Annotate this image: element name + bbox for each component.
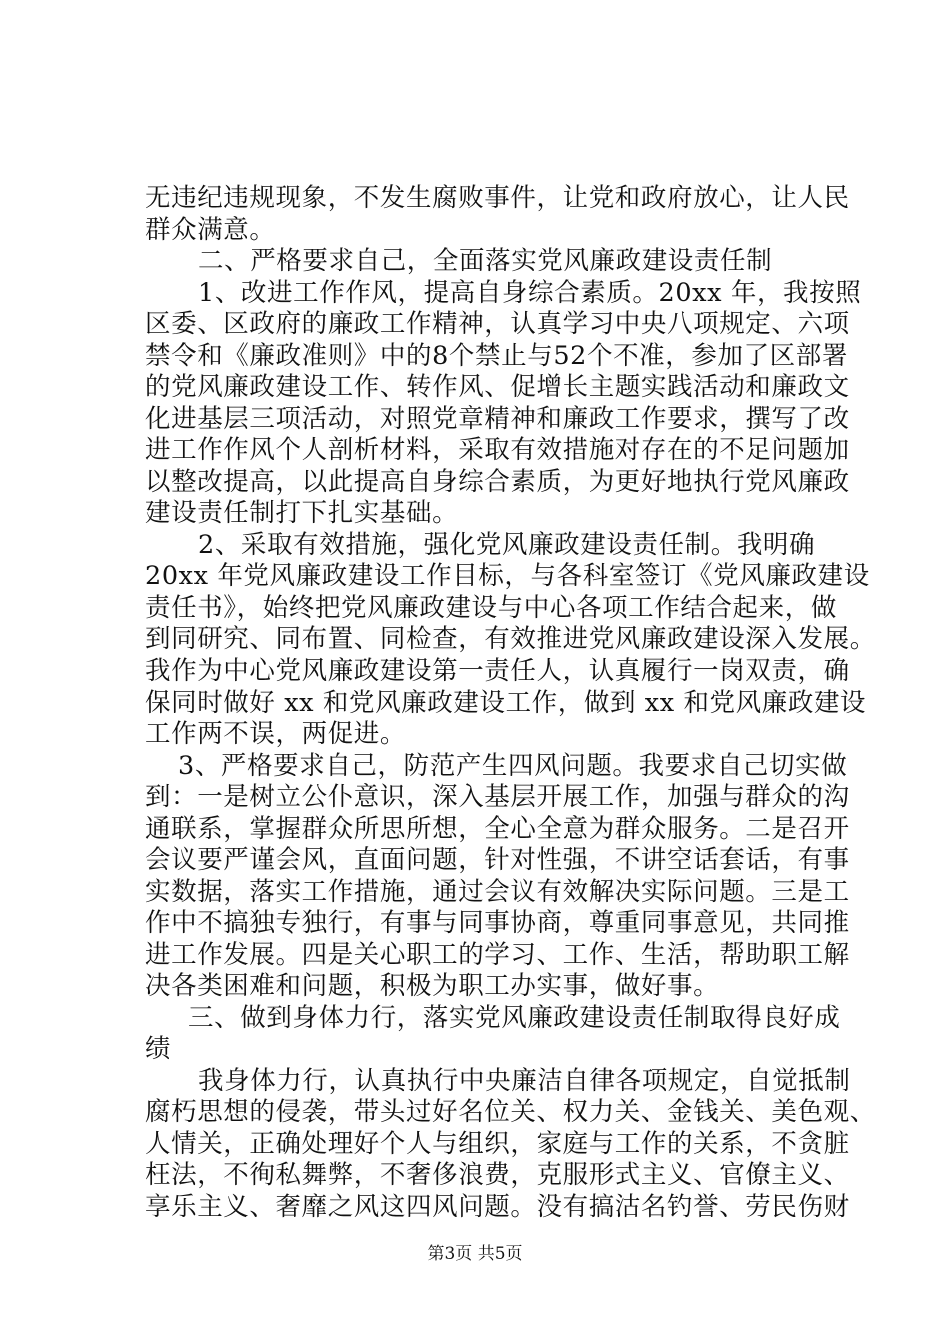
text-line: 到同研究、同布置、同检查，有效推进党风廉政建设深入发展。 bbox=[145, 624, 876, 654]
text-line: 化进基层三项活动，对照党章精神和廉政工作要求，撰写了改 bbox=[145, 404, 850, 434]
text-line: 进工作发展。四是关心职工的学习、工作、生活，帮助职工解 bbox=[145, 940, 850, 970]
text-line: 以整改提高，以此提高自身综合素质，为更好地执行党风廉政 bbox=[145, 467, 850, 497]
text-line: 通联系，掌握群众所思所想，全心全意为群众服务。二是召开 bbox=[145, 814, 850, 844]
text-line: 1、改进工作作风，提高自身综合素质。20xx 年，我按照 bbox=[198, 278, 862, 308]
text-line: 责任书》，始终把党风廉政建设与中心各项工作结合起来，做 bbox=[145, 593, 837, 623]
text-line: 作中不搞独专独行，有事与同事协商，尊重同事意见，共同推 bbox=[145, 908, 850, 938]
text-line: 2、采取有效措施，强化党风廉政建设责任制。我明确 bbox=[198, 530, 816, 560]
text-line: 进工作作风个人剖析材料，采取有效措施对存在的不足问题加 bbox=[145, 435, 850, 465]
text-line: 3、严格要求自己，防范产生四风问题。我要求自己切实做 bbox=[178, 751, 848, 781]
text-line: 我身体力行，认真执行中央廉洁自律各项规定，自觉抵制 bbox=[198, 1066, 851, 1096]
text-line: 决各类困难和问题，积极为职工办实事，做好事。 bbox=[145, 971, 720, 1001]
text-line: 实数据，落实工作措施，通过会议有效解决实际问题。三是工 bbox=[145, 877, 850, 907]
text-line: 享乐主义、奢靡之风这四风问题。没有搞沽名钓誉、劳民伤财 bbox=[145, 1192, 850, 1222]
text-line: 我作为中心党风廉政建设第一责任人，认真履行一岗双责，确 bbox=[145, 656, 850, 686]
section-heading: 二、严格要求自己，全面落实党风廉政建设责任制 bbox=[198, 246, 773, 276]
text-line: 工作两不误，两促进。 bbox=[145, 719, 407, 749]
section-heading: 三、做到身体力行，落实党风廉政建设责任制取得良好成 bbox=[188, 1003, 841, 1033]
text-line: 会议要严谨会风，直面问题，针对性强，不讲空话套话，有事 bbox=[145, 845, 850, 875]
text-line: 区委、区政府的廉政工作精神，认真学习中央八项规定、六项 bbox=[145, 309, 850, 339]
text-line: 保同时做好 xx 和党风廉政建设工作，做到 xx 和党风廉政建设 bbox=[145, 688, 867, 718]
text-line: 禁令和《廉政准则》中的8个禁止与52个不准，参加了区部署 bbox=[145, 341, 848, 371]
text-line: 20xx 年党风廉政建设工作目标，与各科室签订《党风廉政建设 bbox=[145, 561, 870, 591]
text-line: 无违纪违规现象，不发生腐败事件，让党和政府放心，让人民 bbox=[145, 183, 850, 213]
text-line: 枉法，不徇私舞弊，不奢侈浪费，克服形式主义、官僚主义、 bbox=[145, 1160, 850, 1190]
page-number-footer: 第3页 共5页 bbox=[427, 1244, 523, 1264]
section-heading-continued: 绩 bbox=[145, 1034, 172, 1064]
text-line: 人情关，正确处理好个人与组织，家庭与工作的关系，不贪脏 bbox=[145, 1129, 850, 1159]
text-line: 腐朽思想的侵袭，带头过好名位关、权力关、金钱关、美色观、 bbox=[145, 1097, 876, 1127]
text-line: 建设责任制打下扎实基础。 bbox=[145, 498, 459, 528]
text-line: 群众满意。 bbox=[145, 215, 276, 245]
text-line: 到：一是树立公仆意识，深入基层开展工作，加强与群众的沟 bbox=[145, 782, 850, 812]
text-line: 的党风廉政建设工作、转作风、促增长主题实践活动和廉政文 bbox=[145, 372, 850, 402]
